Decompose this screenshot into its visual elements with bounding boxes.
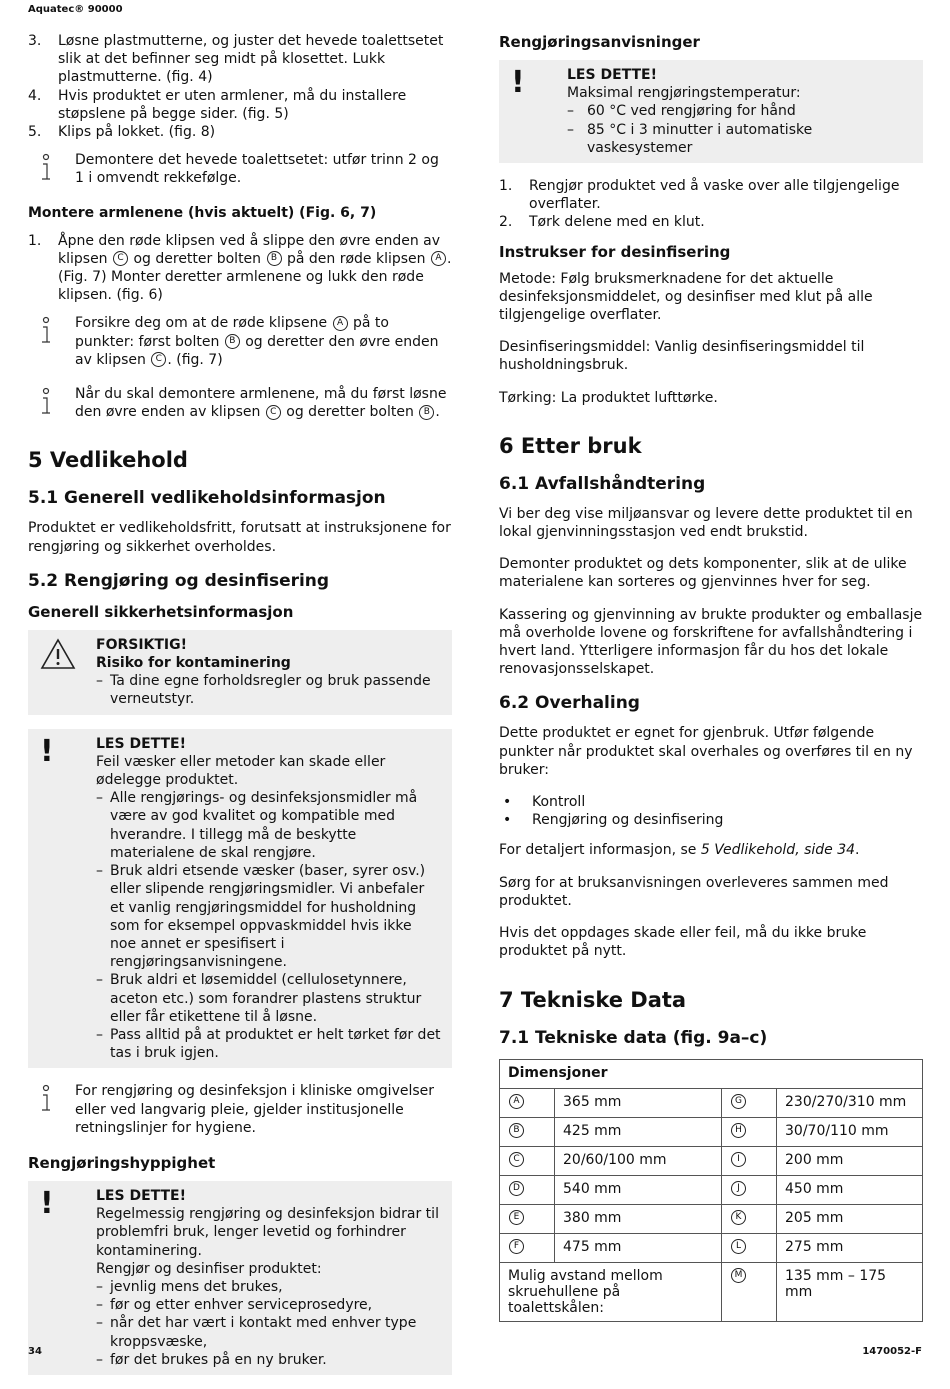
info-icon bbox=[38, 387, 54, 417]
right-column bbox=[499, 32, 923, 1322]
exclamation-icon: ! bbox=[511, 65, 525, 100]
letter-a-symbol: A bbox=[333, 316, 348, 331]
cleaning-steps bbox=[499, 177, 923, 232]
overhaul-text-1: Dette produktet er egnet for gjenbruk. Utfør følgende punkter når produktet skal overhales og overføres til en ny bruker: bbox=[499, 725, 913, 778]
letter-b-symbol: B bbox=[419, 405, 434, 420]
table-row: D 540 mm J 450 mm bbox=[500, 1175, 923, 1204]
table-header: Dimensjoner bbox=[500, 1059, 923, 1088]
list-item: – jevnlig mens det brukes, bbox=[96, 1278, 283, 1295]
info-note-demount-seat: Demontere det hevede toalettsetet: utfør trinn 2 og 1 i omvendt rekkefølge. bbox=[28, 151, 452, 187]
list-item: – når det har vært i kontakt med enhver type kroppsvæske, bbox=[96, 1315, 417, 1350]
section-7-1-heading: 7.1 Tekniske data (fig. 9a–c) bbox=[499, 1027, 768, 1048]
overhaul-bullets bbox=[499, 793, 923, 829]
list-item: – før det brukes på en ny bruker. bbox=[96, 1351, 327, 1368]
disposal-text-3: Kassering og gjenvinning av brukte produkter og emballasje må overholde lovene og forskriftene for avfallshåndtering i hvert land. Ytterligere informasjon får du hos det lokale renovasjonsselskapet. bbox=[499, 606, 923, 678]
info-icon bbox=[38, 316, 54, 346]
info-note-demount-arm: Når du skal demontere armlenene, må du først løsne den øvre enden av klipsen C og deretter bolten B . bbox=[28, 385, 452, 421]
section-5-2-heading: 5.2 Rengjøring og desinfisering bbox=[28, 570, 330, 591]
agent-text: Desinfiseringsmiddel: Vanlig desinfiseringsmiddel til husholdningsbruk. bbox=[499, 339, 865, 374]
list-item: – 85 °C i 3 minutter i automatiske vaskesystemer bbox=[567, 121, 813, 156]
table-row: C 20/60/100 mm I 200 mm bbox=[500, 1146, 923, 1175]
exclamation-icon: ! bbox=[40, 1185, 54, 1221]
disposal-text-1: Vi ber deg vise miljøansvar og levere dette produktet til en lokal gjenvinningsstasjon ved endt brukstid. bbox=[499, 505, 913, 541]
overhaul-text-4: Hvis det oppdages skade eller feil, må du ikke bruke produktet på nytt. bbox=[499, 925, 867, 960]
caution-box: FORSIKTIG! Risiko for kontaminering – Ta dine egne forholdsregler og bruk passende verneutstyr. bbox=[28, 630, 452, 715]
letter-c-symbol: C bbox=[151, 352, 166, 367]
method-text: Metode: Følg bruksmerknadene for det aktuelle desinfeksjonsmiddelet, og desinfiser med klut på alle tilgjengelige overflater. bbox=[499, 270, 873, 324]
info-note-clinical: For rengjøring og desinfeksjon i kliniske omgivelser eller ved langvarig pleie, gjelder institusjonelle retningslinjer for hygiene. bbox=[28, 1082, 452, 1137]
list-item: • Rengjøring og desinfisering bbox=[503, 812, 724, 829]
table-row: E 380 mm K 205 mm bbox=[500, 1204, 923, 1233]
table-row: B 425 mm H 30/70/110 mm bbox=[500, 1117, 923, 1146]
letter-b-symbol: B bbox=[225, 334, 240, 349]
letter-a-symbol: A bbox=[431, 251, 446, 266]
section-reference-link[interactable]: 5 Vedlikehold, side 34 bbox=[700, 842, 856, 859]
page-header: Aquatec® 90000 bbox=[28, 4, 123, 15]
list-item: 3. Løsne plastmutterne, og juster det hevede toalettsetet slik at det befinner seg midt på klosettet. Lukk plastmutterne. (fig. 4) bbox=[28, 33, 444, 86]
info-note-clips: Forsikre deg om at de røde klipsene A på to punkter: først bolten B og deretter den øvre enden av klipsen C . (fig. 7) bbox=[28, 314, 452, 369]
frequency-heading: Rengjøringshyppighet bbox=[28, 1153, 216, 1172]
list-item: – 60 °C ved rengjøring for hånd bbox=[567, 103, 796, 120]
info-icon bbox=[38, 153, 54, 183]
armrests-heading: Montere armlenene (hvis aktuelt) (Fig. 6, 7) bbox=[28, 204, 377, 221]
info-icon bbox=[38, 1084, 54, 1114]
notice-box: ! LES DETTE! Maksimal rengjøringstemperatur: – 60 °C ved rengjøring for hånd – 85 °C i 3 minutter i automatiske vaskesystemer bbox=[499, 60, 923, 163]
letter-c-symbol: C bbox=[266, 405, 281, 420]
armrest-steps bbox=[28, 232, 452, 305]
list-item: 5. Klips på lokket. (fig. 8) bbox=[28, 124, 216, 141]
safety-heading: Generell sikkerhetsinformasjon bbox=[28, 602, 294, 621]
page-number: 34 bbox=[28, 1346, 42, 1357]
left-column bbox=[28, 32, 452, 1389]
section-6-1-heading: 6.1 Avfallshåndtering bbox=[499, 473, 706, 494]
warning-triangle-icon bbox=[40, 638, 76, 670]
list-item: • Kontroll bbox=[503, 794, 586, 811]
section-5-1-heading: 5.1 Generell vedlikeholdsinformasjon bbox=[28, 488, 386, 509]
install-steps bbox=[28, 32, 452, 141]
table-row: Mulig avstand mellom skruehullene på toalettskålen: M 135 mm – 175 mm bbox=[500, 1262, 923, 1321]
section-6-2-heading: 6.2 Overhaling bbox=[499, 693, 640, 714]
list-item: 4. Hvis produktet er uten armlener, må du installere støpslene på begge sider. (fig. 5) bbox=[28, 87, 407, 122]
exclamation-icon: ! bbox=[40, 733, 54, 769]
overhaul-reference: For detaljert informasjon, se 5 Vedlikehold, side 34. bbox=[499, 842, 860, 859]
list-item: 2. Tørk delene med en klut. bbox=[499, 214, 705, 231]
list-item: 1. Åpne den røde klipsen ved å slippe den øvre enden av klipsen C og deretter bolten B på den røde klipsen A . (Fig. 7) Monter deretter armlenene og lukk den røde klipsen. (fig. 6) bbox=[28, 232, 452, 304]
letter-c-symbol: C bbox=[113, 251, 128, 266]
table-row: A 365 mm G 230/270/310 mm bbox=[500, 1088, 923, 1117]
drying-text: Tørking: La produktet lufttørke. bbox=[499, 389, 718, 406]
list-item: – Alle rengjørings- og desinfeksjonsmidler må være av god kvalitet og kompatible med hverandre. I tillegg må de beskytte materialene de skal rengjøre. bbox=[96, 790, 418, 861]
list-item: – før og etter enhver serviceprosedyre, bbox=[96, 1297, 373, 1314]
list-item: – Pass alltid på at produktet er helt tørket før det tas i bruk igjen. bbox=[96, 1026, 441, 1062]
document-id: 1470052-F bbox=[862, 1346, 922, 1357]
list-item: – Bruk aldri et løsemiddel (cellulosetynnere, aceton etc.) som forandrer plastens struktur eller får etikettene til å løsne. bbox=[96, 972, 422, 1025]
section-5-1-text: Produktet er vedlikeholdsfritt, forutsatt at instruksjonene for rengjøring og sikkerhet overholdes. bbox=[28, 520, 451, 555]
list-item: 1. Rengjør produktet ved å vaske over alle tilgjengelige overflater. bbox=[499, 178, 900, 213]
notice-box: ! LES DETTE! Feil væsker eller metoder kan skade eller ødelegge produktet. – Alle rengjørings- og desinfeksjonsmidler må være av god kvalitet og kompatible med hverandre. I tillegg må de beskytte materialene de skal rengjøre. – Bruk aldri etsende væsker (baser, syrer osv.) eller slipende rengjøringsmidler. Vi anbefaler et vanlig rengjøringsmiddel for husholdning som for eksempel oppvaskmiddel hvis ikke noe annet er spesifisert i rengjøringsanvisningene. – Bruk aldri et løsemiddel (cellulosetynnere, aceton etc.) som forandrer plastens struktur eller får etikettene til å løsne. – Pass alltid på at produktet er helt tørket før det tas i bruk igjen. bbox=[28, 729, 452, 1069]
table-row: F 475 mm L 275 mm bbox=[500, 1233, 923, 1262]
list-item: – Bruk aldri etsende væsker (baser, syrer osv.) eller slipende rengjøringsmidler. Vi anbefaler et vanlig rengjøringsmiddel for husholdning som for eksempel oppvaskmiddel hvis ikke noe annet er spesifisert i rengjøringsanvisningene. bbox=[96, 863, 426, 971]
section-6-heading: 6 Etter bruk bbox=[499, 433, 642, 458]
list-item: – Ta dine egne forholdsregler og bruk passende verneutstyr. bbox=[96, 673, 431, 708]
disinfection-heading: Instrukser for desinfisering bbox=[499, 242, 731, 261]
letter-b-symbol: B bbox=[267, 251, 282, 266]
overhaul-text-3: Sørg for at bruksanvisningen overleveres sammen med produktet. bbox=[499, 874, 889, 909]
cleaning-heading: Rengjøringsanvisninger bbox=[499, 33, 700, 51]
notice-box: ! LES DETTE! Regelmessig rengjøring og desinfeksjon bidrar til problemfri bruk, lenger levetid og forhindrer kontaminering. Rengjør og desinfiser produktet: – jevnlig mens det brukes, – før og etter enhver serviceprosedyre, – når det har vært i kontakt med enhver type kroppsvæske, – før det brukes på en ny bruker. bbox=[28, 1181, 452, 1375]
section-7-heading: 7 Tekniske Data bbox=[499, 987, 687, 1012]
section-5-heading: 5 Vedlikehold bbox=[28, 448, 188, 473]
disposal-text-2: Demonter produktet og dets komponenter, slik at de ulike materialene kan sorteres og gjenvinnes hver for seg. bbox=[499, 556, 907, 591]
dimensions-table bbox=[499, 1059, 923, 1322]
